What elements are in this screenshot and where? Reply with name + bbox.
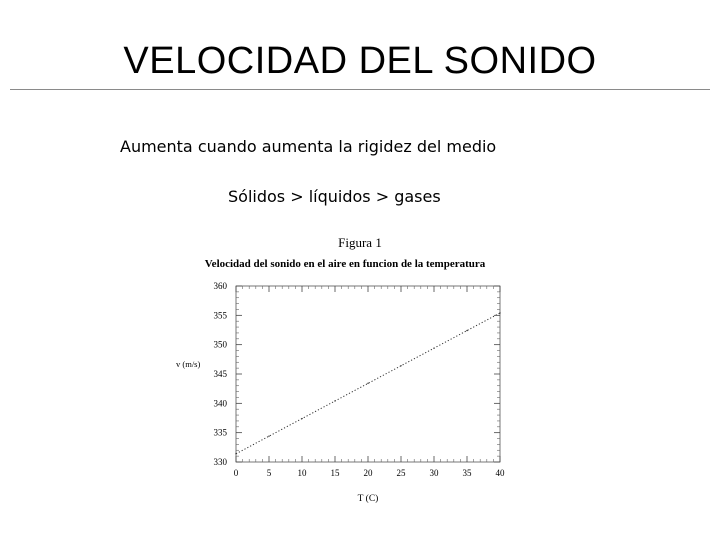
data-point	[334, 400, 335, 401]
data-point	[301, 418, 302, 419]
y-tick-label: 355	[213, 310, 227, 321]
data-point	[466, 330, 467, 331]
title-divider	[10, 89, 710, 90]
y-tick-label: 345	[213, 369, 227, 379]
y-axis-label: v (m/s)	[176, 359, 201, 369]
data-point	[268, 435, 269, 436]
slide-title: VELOCIDAD DEL SONIDO	[123, 40, 597, 82]
x-tick-label: 40	[495, 468, 505, 478]
chart-title: Velocidad del sonido en el aire en funcion de la temperatura	[204, 258, 486, 270]
body-text-rigidity: Aumenta cuando aumenta la rigidez del medio	[120, 137, 497, 156]
y-tick-label: 350	[213, 339, 227, 350]
chart-figure	[170, 230, 515, 515]
y-tick-label: 340	[213, 398, 227, 409]
chart-svg	[170, 230, 515, 510]
y-tick-label: 335	[213, 427, 227, 438]
y-tick-label: 330	[213, 457, 227, 467]
x-tick-label: 20	[363, 468, 373, 478]
axis-ticks	[214, 281, 506, 478]
data-point	[400, 365, 401, 366]
x-tick-label: 5	[266, 468, 272, 478]
data-series	[235, 312, 500, 454]
figure-label: Figura 1	[338, 235, 382, 250]
data-point	[433, 347, 434, 348]
data-point	[235, 453, 236, 454]
x-tick-label: 35	[462, 468, 472, 478]
x-axis-label: T (C)	[357, 494, 379, 504]
y-tick-label: 360	[213, 281, 227, 291]
data-point	[367, 383, 368, 384]
x-tick-label: 25	[396, 468, 406, 478]
x-tick-label: 10	[297, 468, 307, 478]
body-text-media-order: Sólidos > líquidos > gases	[228, 187, 441, 206]
x-tick-label: 30	[429, 468, 439, 478]
x-tick-label: 15	[330, 468, 340, 478]
x-tick-label: 0	[233, 468, 239, 478]
plot-area	[236, 286, 500, 462]
data-point	[499, 312, 500, 313]
